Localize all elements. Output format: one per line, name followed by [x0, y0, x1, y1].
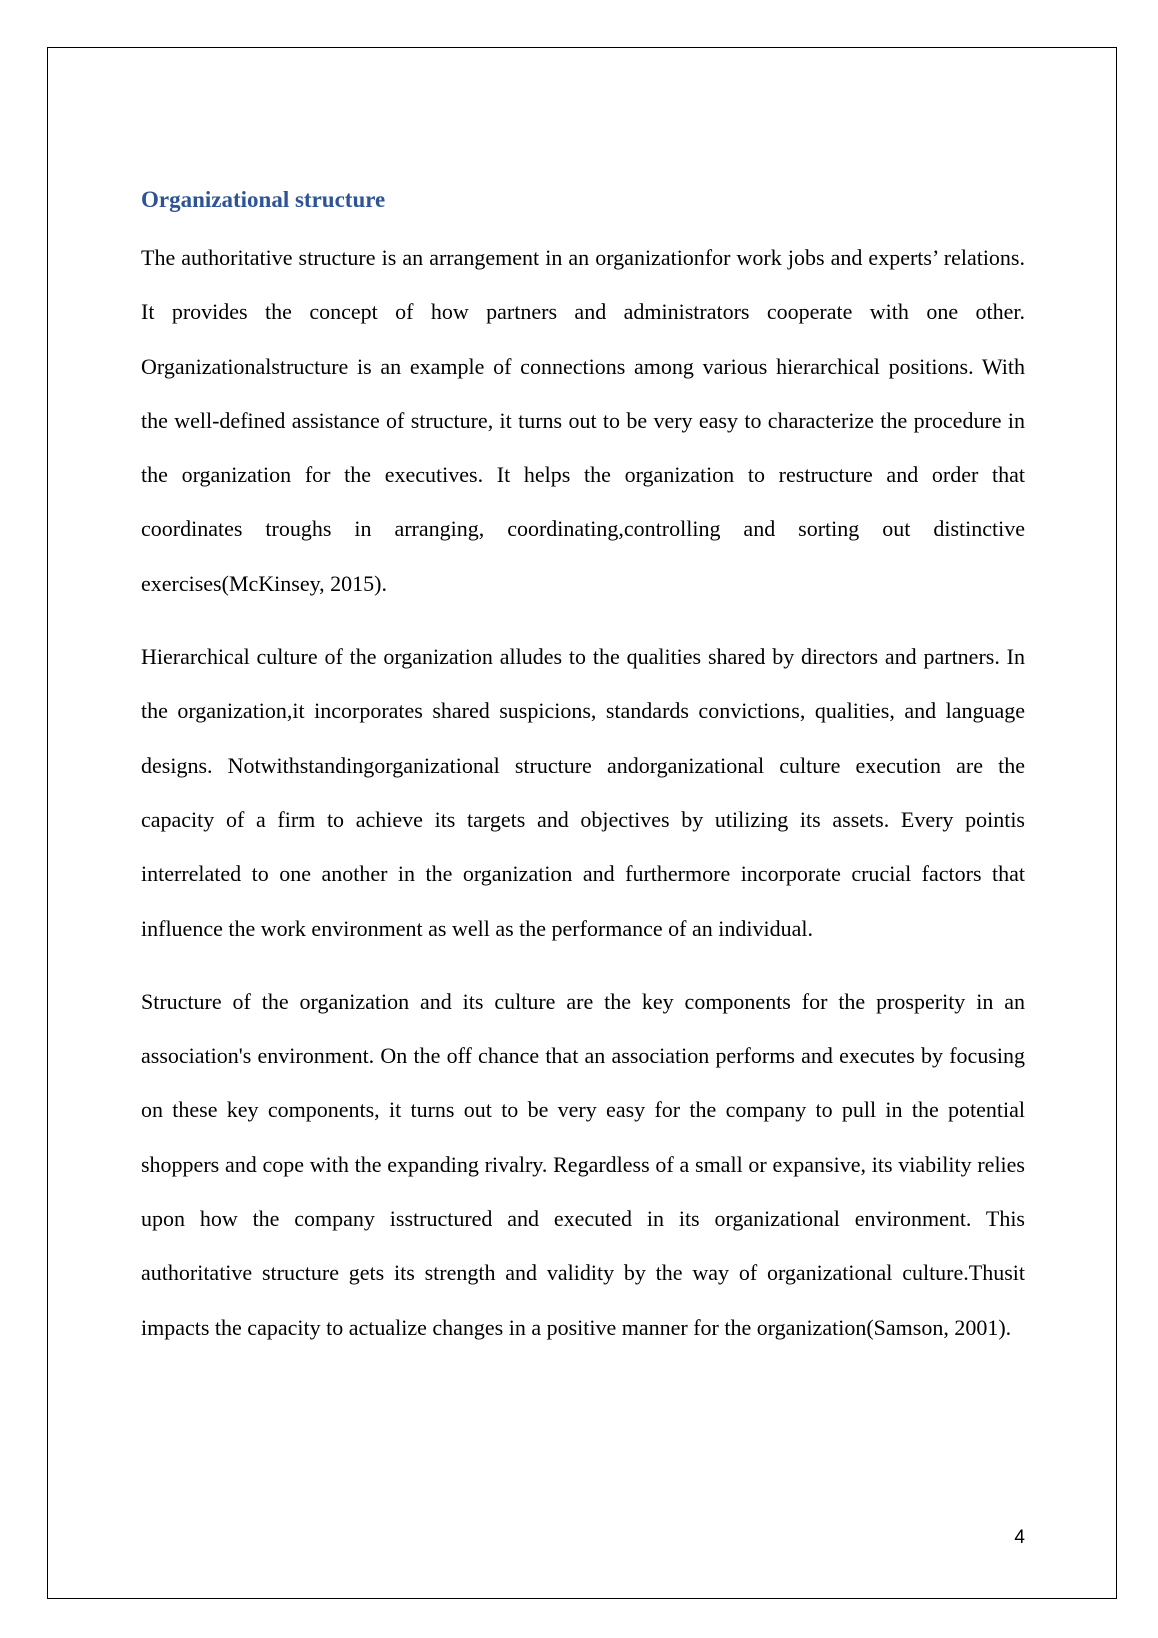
- paragraph-1: The authoritative structure is an arrangement in an organizationfor work jobs and experts’ relations. It provides the concept of how partners and administrators cooperate with one other. Organizationalstructure is an example of connections among various hierarchical positions. With the well-defined assistance of structure, it turns out to be very easy to characterize the procedure in the organization for the executives. It helps the organization to restructure and order that coordinates troughs in arranging, coordinating,controlling and sorting out distinctive exercises(McKinsey, 2015).: [141, 245, 1025, 596]
- paragraph-2: Hierarchical culture of the organization alludes to the qualities shared by directors and partners. In the organization,it incorporates shared suspicions, standards convictions, qualities, and language designs. Notwithstandingorganizational structure andorganizational culture execution are the capacity of a firm to achieve its targets and objectives by utilizing its assets. Every pointis interrelated to one another in the organization and furthermore incorporate crucial factors that influence the work environment as well as the performance of an individual.: [141, 644, 1025, 941]
- document-body: [141, 183, 1025, 1374]
- paragraph-3: Structure of the organization and its culture are the key components for the prosperity in an association's environment. On the off chance that an association performs and executes by focusing on these key components, it turns out to be very easy for the company to pull in the potential shoppers and cope with the expanding rivalry. Regardless of a small or expansive, its viability relies upon how the company isstructured and executed in its organizational environment. This authoritative structure gets its strength and validity by the way of organizational culture.Thusit impacts the capacity to actualize changes in a positive manner for the organization(Samson, 2001).: [141, 988, 1025, 1340]
- page-number: 4: [1014, 1527, 1025, 1548]
- section-heading: Organizational structure: [141, 187, 386, 212]
